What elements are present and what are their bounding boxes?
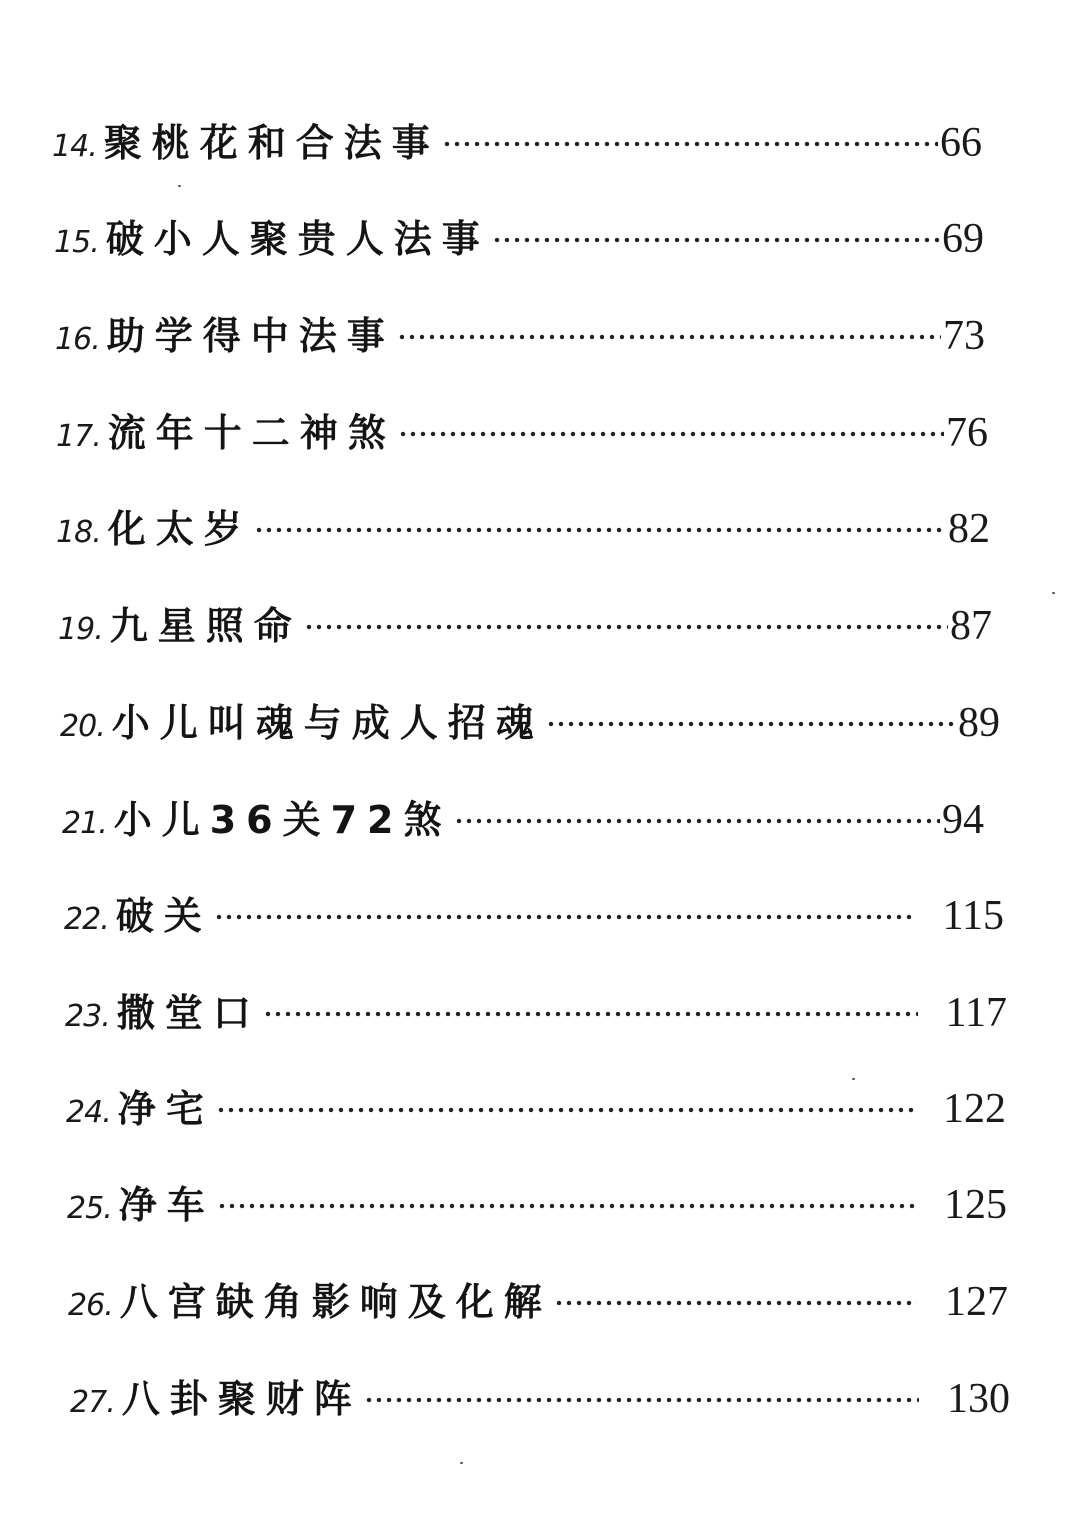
toc-entry-27: 27 . 八卦聚财阵 130 — [70, 1368, 1010, 1428]
dot-leader — [216, 1104, 915, 1116]
dot-leader — [492, 234, 940, 246]
entry-page-number: 76 — [946, 410, 988, 456]
entry-title: 聚桃花和合法事 — [103, 121, 440, 165]
toc-entry-19: 19 . 九星照命 87 — [58, 595, 992, 655]
entry-number: 21 — [62, 806, 99, 841]
entry-title: 助学得中法事 — [106, 314, 395, 358]
entry-number: 18 — [56, 515, 93, 550]
entry-title: 流年十二神煞 — [107, 411, 396, 455]
entry-number: 25 — [67, 1191, 104, 1226]
toc-entry-25: 25 . 净车 125 — [67, 1174, 1007, 1234]
entry-title: 净车 — [118, 1183, 215, 1227]
entry-title: 破关 — [115, 894, 212, 938]
entry-page-number: 69 — [942, 216, 984, 262]
entry-page-number: 115 — [942, 893, 1004, 939]
dot-leader — [263, 1008, 918, 1020]
toc-entry-21: 21 . 小儿36关72煞 94 — [62, 789, 984, 849]
entry-page-number: 66 — [940, 120, 982, 166]
entry-number: 14 — [52, 129, 89, 164]
entry-page-number: 125 — [944, 1182, 1007, 1228]
entry-title: 八宫缺角影响及化解 — [119, 1280, 552, 1324]
entry-number: 27 — [70, 1385, 107, 1420]
dot-leader — [398, 428, 944, 440]
toc-entry-22: 22 . 破关 115 — [64, 885, 1004, 945]
entry-number: 16 — [55, 322, 92, 357]
scan-speck — [852, 1078, 855, 1080]
scan-speck — [178, 185, 181, 187]
entry-number: 26 — [68, 1288, 105, 1323]
toc-entry-14: 14 . 聚桃花和合法事 66 — [52, 112, 982, 172]
toc-entry-15: 15 . 破小人聚贵人法事 69 — [54, 208, 984, 268]
scan-speck — [1052, 592, 1055, 594]
entry-title: 八卦聚财阵 — [121, 1377, 362, 1421]
entry-title: 化太岁 — [107, 507, 252, 551]
entry-title: 破小人聚贵人法事 — [105, 217, 490, 261]
toc-entry-24: 24 . 净宅 122 — [66, 1078, 1006, 1138]
entry-title: 小儿叫魂与成人招魂 — [111, 701, 544, 745]
toc-entry-26: 26 . 八宫缺角影响及化解 127 — [68, 1271, 1008, 1331]
entry-number: 15 — [54, 225, 91, 260]
toc-entry-18: 18 . 化太岁 82 — [56, 498, 990, 558]
entry-number: 23 — [65, 999, 102, 1034]
dot-leader — [364, 1394, 919, 1406]
dot-leader — [254, 524, 946, 536]
entry-page-number: 117 — [945, 990, 1007, 1036]
dot-leader — [214, 911, 915, 923]
entry-page-number: 73 — [943, 313, 985, 359]
dot-leader — [217, 1200, 916, 1212]
entry-page-number: 130 — [947, 1376, 1010, 1422]
entry-page-number: 87 — [950, 603, 992, 649]
entry-page-number: 94 — [942, 797, 984, 843]
entry-page-number: 89 — [958, 700, 1000, 746]
toc-entry-16: 16 . 助学得中法事 73 — [55, 305, 985, 365]
entry-number: 20 — [60, 709, 97, 744]
entry-number: 24 — [66, 1095, 103, 1130]
dot-leader — [454, 815, 941, 827]
entry-number: 19 — [58, 612, 95, 647]
entry-page-number: 127 — [945, 1279, 1008, 1325]
entry-number: 22 — [64, 902, 101, 937]
dot-leader — [397, 331, 941, 343]
entry-title: 九星照命 — [109, 604, 302, 648]
dot-leader — [442, 138, 938, 150]
dot-leader — [304, 621, 948, 633]
entry-title: 净宅 — [117, 1087, 214, 1131]
entry-page-number: 122 — [943, 1086, 1006, 1132]
entry-page-number: 82 — [948, 506, 990, 552]
entry-title: 撒堂口 — [116, 991, 261, 1035]
toc-entry-23: 23 . 撒堂口 117 — [65, 982, 1007, 1042]
dot-leader — [546, 718, 956, 730]
scan-speck — [460, 1462, 463, 1464]
toc-entry-17: 17 . 流年十二神煞 76 — [56, 402, 988, 462]
toc-entry-20: 20 . 小儿叫魂与成人招魂 89 — [60, 692, 1000, 752]
entry-number: 17 — [56, 419, 93, 454]
dot-leader — [554, 1297, 917, 1309]
entry-title: 小儿36关72煞 — [113, 798, 452, 842]
